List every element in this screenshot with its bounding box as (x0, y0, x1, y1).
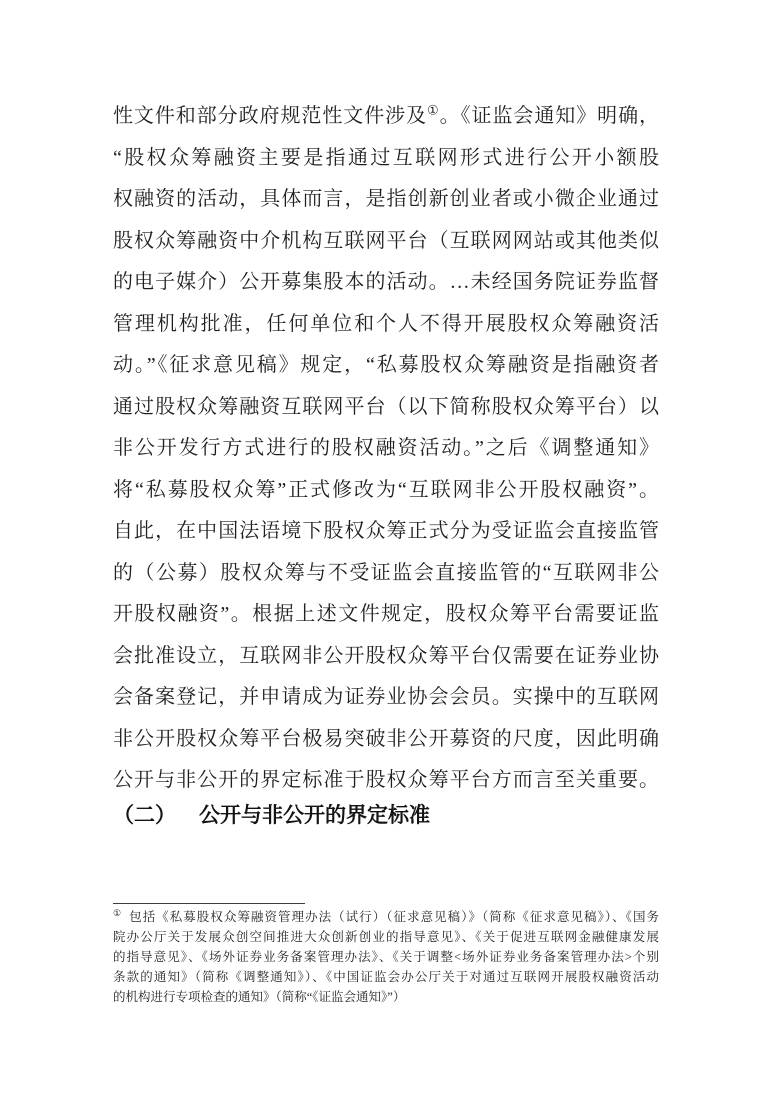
footnote-line: 条款的通知》（简称《调整通知》）、《中国证监会办公厅关于对通过互联网开展股权融资活动 (113, 970, 659, 984)
paragraph-line-text: 性文件和部分政府规范性文件涉及 (113, 105, 428, 127)
paragraph-line: 权融资的活动，具体而言，是指创新创业者或小微企业通过 (113, 188, 659, 210)
paragraph-line: 非公开发行方式进行的股权融资活动。”之后《调整通知》 (113, 437, 659, 459)
footnote-divider (113, 903, 305, 904)
section-heading-title: 公开与非公开的界定标准 (199, 803, 430, 827)
paragraph-line: 动。”《征求意见稿》规定，“私募股权众筹融资是指融资者 (113, 354, 659, 376)
paragraph-line: 会备案登记，并申请成为证券业协会会员。实操中的互联网 (113, 686, 659, 708)
footnote-line: 的机构进行专项检查的通知》（简称“《证监会通知》”） (113, 990, 406, 1004)
body-paragraph (113, 96, 659, 802)
footnote-line-text: 包括《私募股权众筹融资管理办法（试行）（征求意见稿）》（简称《征求意见稿》）、《国务 (129, 910, 659, 924)
footnote-line: 院办公厅关于发展众创空间推进大众创新创业的指导意见》、《关于促进互联网金融健康发展 (113, 930, 659, 944)
footnote-line: 的指导意见》、《场外证券业务备案管理办法》、《关于调整<场外证券业务备案管理办法>个别 (113, 950, 659, 964)
paragraph-line: 开股权融资”。根据上述文件规定，股权众筹平台需要证监 (113, 603, 659, 625)
paragraph-line: 的电子媒介）公开募集股本的活动。…未经国务院证券监督 (113, 271, 659, 293)
paragraph-line: 的（公募）股权众筹与不受证监会直接监管的“互联网非公 (113, 561, 659, 584)
paragraph-line: 会批准设立，互联网非公开股权众筹平台仅需要在证券业协 (113, 644, 659, 667)
section-heading-number: （二） (113, 803, 176, 827)
paragraph-line: 通过股权众筹融资互联网平台（以下简称股权众筹平台）以 (113, 395, 659, 418)
paragraph-line: 公开与非公开的界定标准于股权众筹平台方而言至关重要。 (113, 769, 659, 791)
footnote-block (113, 907, 659, 1007)
paragraph-line (113, 96, 659, 138)
footnote-marker-superscript: ① (113, 907, 123, 918)
paragraph-line: 自此，在中国法语境下股权众筹正式分为受证监会直接监管 (113, 520, 659, 542)
paragraph-line: 管理机构批准，任何单位和个人不得开展股权众筹融资活 (113, 312, 659, 335)
paragraph-line: 股权众筹融资中介机构互联网平台（互联网网站或其他类似 (113, 229, 659, 252)
paragraph-line: 非公开股权众筹平台极易突破非公开募资的尺度，因此明确 (113, 727, 659, 750)
paragraph-line-text: 。《证监会通知》明确， (439, 105, 659, 127)
paragraph-line: 将“私募股权众筹”正式修改为“互联网非公开股权融资”。 (113, 478, 659, 501)
footnote-line (113, 907, 659, 927)
footnote-reference-superscript: ① (427, 102, 440, 118)
section-heading (113, 799, 659, 829)
paragraph-line: “股权众筹融资主要是指通过互联网形式进行公开小额股 (113, 146, 659, 169)
